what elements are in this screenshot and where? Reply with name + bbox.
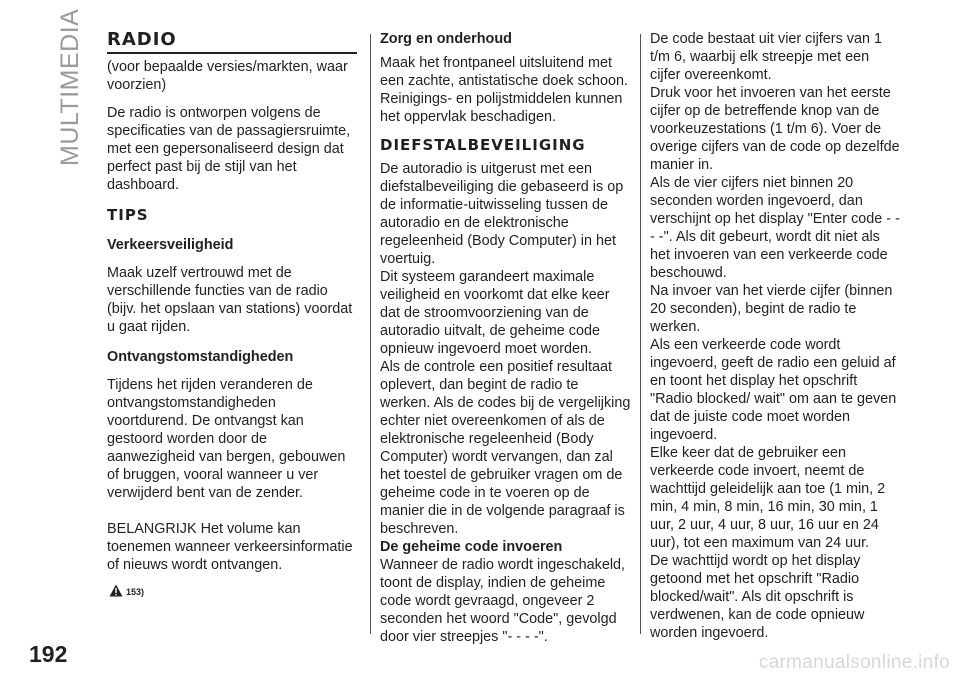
radio-intro: De radio is ontworpen volgens de specificaties van de passagiersruimte, met een gepersonaliseerd design dat perfect past bij de stijl van het dashboard. (107, 105, 351, 193)
reception-heading: Ontvangstomstandigheden (107, 349, 294, 365)
column-divider-right (640, 34, 641, 634)
important-note: BELANGRIJK Het volume kan toenemen wanneer verkeersinformatie of nieuws wordt ontvangen. (107, 521, 353, 573)
code-entry-text: Wanneer de radio wordt ingeschakeld, toont de display, indien de geheime code wordt gevraagd, ongeveer 2 seconden het woord "Code", gevolgd door vier streepjes "- - - -". (380, 557, 626, 645)
traffic-text: Maak uzelf vertrouwd met de verschillende functies van de radio (bijv. het opslaan van stations) voordat u gaat rijden. (107, 265, 353, 335)
warning-reference (107, 584, 357, 597)
column-care-theft (380, 30, 632, 646)
column-divider-left (370, 34, 371, 634)
code-paragraph-4: Na invoer van het vierde cijfer (binnen 20 seconden), begint de radio te werken. (650, 283, 893, 335)
tips-heading: TIPS (107, 206, 149, 224)
theft-paragraph-3: Als de controle een positief resultaat oplevert, dan begint de radio te werken. Als de codes bij de vergelijking echter niet overeenkomen of als de elektronische regeleenheid (Body Computer) wordt vervangen, dan zal het toestel de gebruiker vragen om de geheime code in te voeren op de manier die in de volgende paragraaf is beschreven. (380, 359, 631, 537)
code-paragraph-7: De wachttijd wordt op het display getoond met het opschrift "Radio blocked/wait". Als dit opschrift is verdwenen, kan de code opnieuw worden ingevoerd. (650, 553, 865, 641)
reception-text: Tijdens het rijden veranderen de ontvangstomstandigheden voortdurend. De ontvangst kan gestoord worden door de aanwezigheid van bergen, gebouwen of bruggen, vooral wanneer u ver verwijderd bent van de zender. (107, 377, 346, 501)
code-paragraph-1: De code bestaat uit vier cijfers van 1 t/m 6, waarbij elk streepje met een cijfer overeenkomt. (650, 31, 882, 83)
radio-heading: RADIO (107, 30, 357, 54)
watermark: carmanualsonline.info (758, 652, 950, 673)
column-radio (107, 30, 357, 597)
section-label (56, 8, 86, 166)
code-paragraph-2: Druk voor het invoeren van het eerste cijfer op de betreffende knop van de voorkeuzestations (1 t/m 6). Voer de overige cijfers van de code op dezelfde manier in. (650, 85, 900, 173)
care-heading: Zorg en onderhoud (380, 31, 512, 47)
theft-paragraph-2: Dit systeem garandeert maximale veiligheid en voorkomt dat elke keer dat de stroomvoorziening van de autoradio uitvalt, de geheime code opnieuw ingevoerd moet worden. (380, 269, 610, 357)
theft-paragraph-1: De autoradio is uitgerust met een diefstalbeveiliging die gebaseerd is op de informatie-uitwisseling tussen de autoradio en de elektronische regeleenheid (Body Computer) in het voertuig. (380, 161, 624, 267)
care-text: Maak het frontpaneel uitsluitend met een zachte, antistatische doek schoon. Reinigings- en polijstmiddelen kunnen het oppervlak beschadigen. (380, 55, 628, 125)
code-paragraph-5: Als een verkeerde code wordt ingevoerd, geeft de radio een geluid af en toont het display het opschrift "Radio blocked/ wait" om aan te geven dat de juiste code moet worden ingevoerd. (650, 337, 897, 443)
page-number: 192 (29, 641, 68, 667)
code-entry-heading: De geheime code invoeren (380, 539, 563, 555)
warning-ref-number: 153) (126, 587, 145, 597)
column-code-details (650, 30, 902, 642)
theft-heading: DIEFSTALBEVEILIGING (380, 136, 586, 154)
radio-subtitle: (voor bepaalde versies/markten, waar voorzien) (107, 59, 348, 93)
code-paragraph-6: Elke keer dat de gebruiker een verkeerde code invoert, neemt de wachttijd geleidelijk aan toe (1 min, 2 min, 4 min, 8 min, 16 min, 30 min, 1 uur, 2 uur, 4 uur, 8 uur, 16 uur en 24 uur), tot een maximum van 24 uur. (650, 445, 886, 551)
warning-icon (109, 584, 123, 597)
code-paragraph-3: Als de vier cijfers niet binnen 20 seconden worden ingevoerd, dan verschijnt op het display "Enter code - - - -". Als dit gebeurt, wordt dit niet als het invoeren van een verkeerde code beschouwd. (650, 175, 900, 281)
traffic-heading: Verkeersveiligheid (107, 237, 234, 253)
section-label-text: MULTIMEDIA (56, 8, 84, 166)
